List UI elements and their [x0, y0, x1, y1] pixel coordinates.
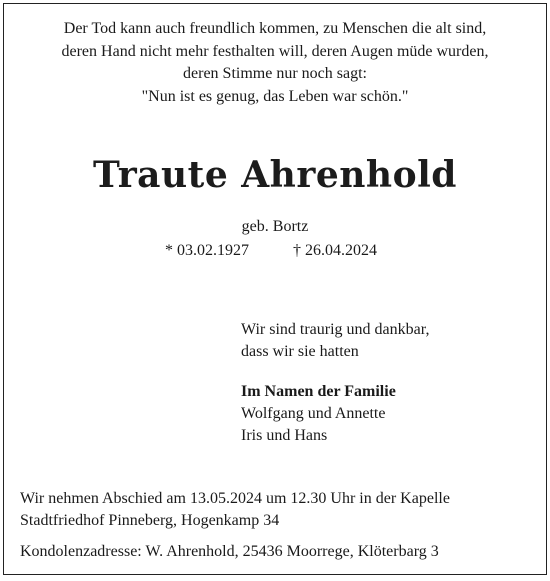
poem [4, 18, 546, 108]
family-heading: Im Namen der Familie [241, 383, 396, 400]
obituary-frame [3, 3, 547, 575]
farewell-line: Wir nehmen Abschied am 13.05.2024 um 12.30 Uhr in der Kapelle [20, 490, 450, 507]
farewell-info [20, 488, 450, 532]
poem-line: "Nun ist es genug, das Leben war schön." [141, 87, 409, 105]
birth-date: * 03.02.1927 [165, 242, 249, 259]
death-date: † 26.04.2024 [293, 242, 377, 259]
poem-line: deren Hand nicht mehr festhalten will, deren Augen müde wurden, [61, 42, 489, 60]
deceased-name: Traute Ahrenhold [93, 154, 457, 196]
birth-name: geb. Bortz [241, 218, 309, 235]
spacer [241, 363, 429, 381]
farewell-line: Stadtfriedhof Pinneberg, Hogenkamp 34 [20, 512, 280, 529]
mourners-line: Wir sind traurig und dankbar, [241, 321, 430, 338]
poem-line: Der Tod kann auch freundlich kommen, zu Menschen die alt sind, [63, 20, 487, 37]
mourners-line: dass wir sie hatten [241, 343, 359, 360]
condolence-address: Kondolenzadresse: W. Ahrenhold, 25436 Moorrege, Klöterbarg 3 [20, 543, 439, 560]
poem-line: deren Stimme nur noch sagt: [183, 65, 367, 82]
mourner-name: Iris und Hans [241, 427, 328, 444]
mourner-name: Wolfgang und Annette [241, 405, 386, 422]
mourners-block [241, 319, 429, 447]
